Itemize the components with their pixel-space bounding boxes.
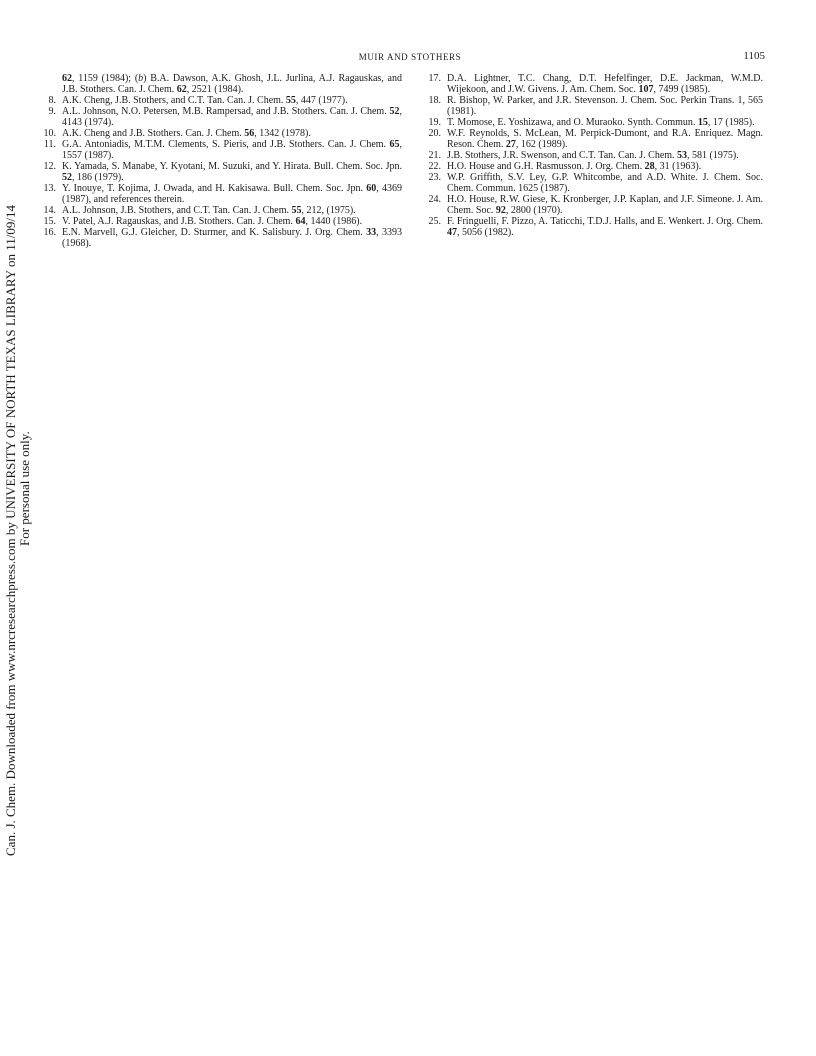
reference-text: Y. Inouye, T. Kojima, J. Owada, and H. Kakisawa. Bull. Chem. Soc. Jpn. 60, 4369 (1987), and references therein. xyxy=(62,183,403,205)
reference-text: A.L. Johnson, J.B. Stothers, and C.T. Tan. Can. J. Chem. 55, 212, (1975). xyxy=(62,205,356,216)
reference-list-left xyxy=(43,95,403,249)
reference-item xyxy=(48,95,402,106)
reference-text: J.B. Stothers, J.R. Swenson, and C.T. Tan. Can. J. Chem. 53, 581 (1975). xyxy=(447,150,739,161)
reference-number: 9. xyxy=(48,106,56,117)
reference-number: 15. xyxy=(43,216,56,227)
reference-item xyxy=(428,95,763,117)
reference-item xyxy=(428,172,763,194)
reference-text: K. Yamada, S. Manabe, Y. Kyotani, M. Suzuki, and Y. Hirata. Bull. Chem. Soc. Jpn. 52, 186 (1979). xyxy=(62,161,402,183)
reference-item xyxy=(48,106,402,128)
reference-item xyxy=(43,205,402,216)
page-number: 1105 xyxy=(743,50,765,62)
download-notice-line-1: Can. J. Chem. Downloaded from www.nrcresearchpress.com by UNIVERSITY OF NORTH TEXAS LIBRARY on 11/09/14 xyxy=(3,205,18,856)
reference-item xyxy=(43,128,402,139)
reference-continuation: 62, 1159 (1984); (b) B.A. Dawson, A.K. Ghosh, J.L. Jurlina, A.J. Ragauskas, and J.B. Stothers. Can. J. Chem. 62, 2521 (1984). xyxy=(62,73,402,95)
reference-text: F. Fringuelli, F. Pizzo, A. Taticchi, T.D.J. Halls, and E. Wenkert. J. Org. Chem. 47, 5056 (1982). xyxy=(447,216,763,238)
reference-number: 24. xyxy=(428,194,441,205)
reference-number: 21. xyxy=(428,150,441,161)
reference-text: A.K. Cheng, J.B. Stothers, and C.T. Tan. Can. J. Chem. 55, 447 (1977). xyxy=(62,95,348,106)
reference-number: 10. xyxy=(43,128,56,139)
download-notice-line-2: For personal use only. xyxy=(17,431,32,546)
reference-item xyxy=(43,216,402,227)
reference-number: 25. xyxy=(428,216,441,227)
reference-item xyxy=(428,128,763,150)
reference-item xyxy=(428,150,763,161)
reference-item xyxy=(428,194,763,216)
reference-text: R. Bishop, W. Parker, and J.R. Stevenson. J. Chem. Soc. Perkin Trans. 1, 565 (1981). xyxy=(447,95,763,117)
reference-number: 17. xyxy=(428,73,441,84)
reference-text: D.A. Lightner, T.C. Chang, D.T. Hefelfinger, D.E. Jackman, W.M.D. Wijekoon, and J.W. Givens. J. Am. Chem. Soc. 107, 7499 (1985). xyxy=(447,73,763,95)
reference-number: 22. xyxy=(428,161,441,172)
reference-number: 20. xyxy=(428,128,441,139)
reference-text: H.O. House and G.H. Rasmusson. J. Org. Chem. 28, 31 (1963). xyxy=(447,161,702,172)
reference-list-right xyxy=(428,73,763,238)
reference-item xyxy=(43,139,402,161)
reference-number: 12. xyxy=(43,161,56,172)
reference-number: 14. xyxy=(43,205,56,216)
reference-item xyxy=(428,161,763,172)
reference-item xyxy=(428,73,763,95)
running-title: MUIR AND STOTHERS xyxy=(358,52,462,62)
reference-number: 13. xyxy=(43,183,56,194)
reference-number: 16. xyxy=(43,227,56,238)
reference-text: W.P. Griffith, S.V. Ley, G.P. Whitcombe, and A.D. White. J. Chem. Soc. Chem. Commun. 1625 (1987). xyxy=(447,172,763,194)
reference-text: V. Patel, A.J. Ragauskas, and J.B. Stothers. Can. J. Chem. 64, 1440 (1986). xyxy=(62,216,363,227)
reference-text: W.F. Reynolds, S. McLean, M. Perpick-Dumont, and R.A. Enriquez. Magn. Reson. Chem. 27, 162 (1989). xyxy=(447,128,763,150)
reference-number: 18. xyxy=(428,95,441,106)
reference-text: A.L. Johnson, N.O. Petersen, M.B. Rampersad, and J.B. Stothers. Can. J. Chem. 52, 4143 (1974). xyxy=(62,106,402,128)
reference-item xyxy=(43,183,403,205)
reference-item xyxy=(43,227,403,249)
reference-text: A.K. Cheng and J.B. Stothers. Can. J. Chem. 56, 1342 (1978). xyxy=(62,128,311,139)
reference-item xyxy=(43,161,402,183)
reference-number: 11. xyxy=(43,139,56,150)
reference-text: T. Momose, E. Yoshizawa, and O. Muraoko. Synth. Commun. 15, 17 (1985). xyxy=(447,117,755,128)
reference-text: G.A. Antoniadis, M.T.M. Clements, S. Pieris, and J.B. Stothers. Can. J. Chem. 65, 1557 (1987). xyxy=(62,139,402,161)
reference-number: 23. xyxy=(428,172,441,183)
reference-item xyxy=(428,117,763,128)
references-column-right xyxy=(428,73,763,238)
references-column-left xyxy=(43,73,403,249)
reference-item xyxy=(428,216,763,238)
reference-text: H.O. House, R.W. Giese, K. Kronberger, J.P. Kaplan, and J.F. Simeone. J. Am. Chem. Soc. 92, 2800 (1970). xyxy=(447,194,763,216)
reference-text: E.N. Marvell, G.J. Gleicher, D. Sturmer, and K. Salisbury. J. Org. Chem. 33, 3393 (1968). xyxy=(62,227,403,249)
reference-number: 8. xyxy=(48,95,56,106)
reference-number: 19. xyxy=(428,117,441,128)
